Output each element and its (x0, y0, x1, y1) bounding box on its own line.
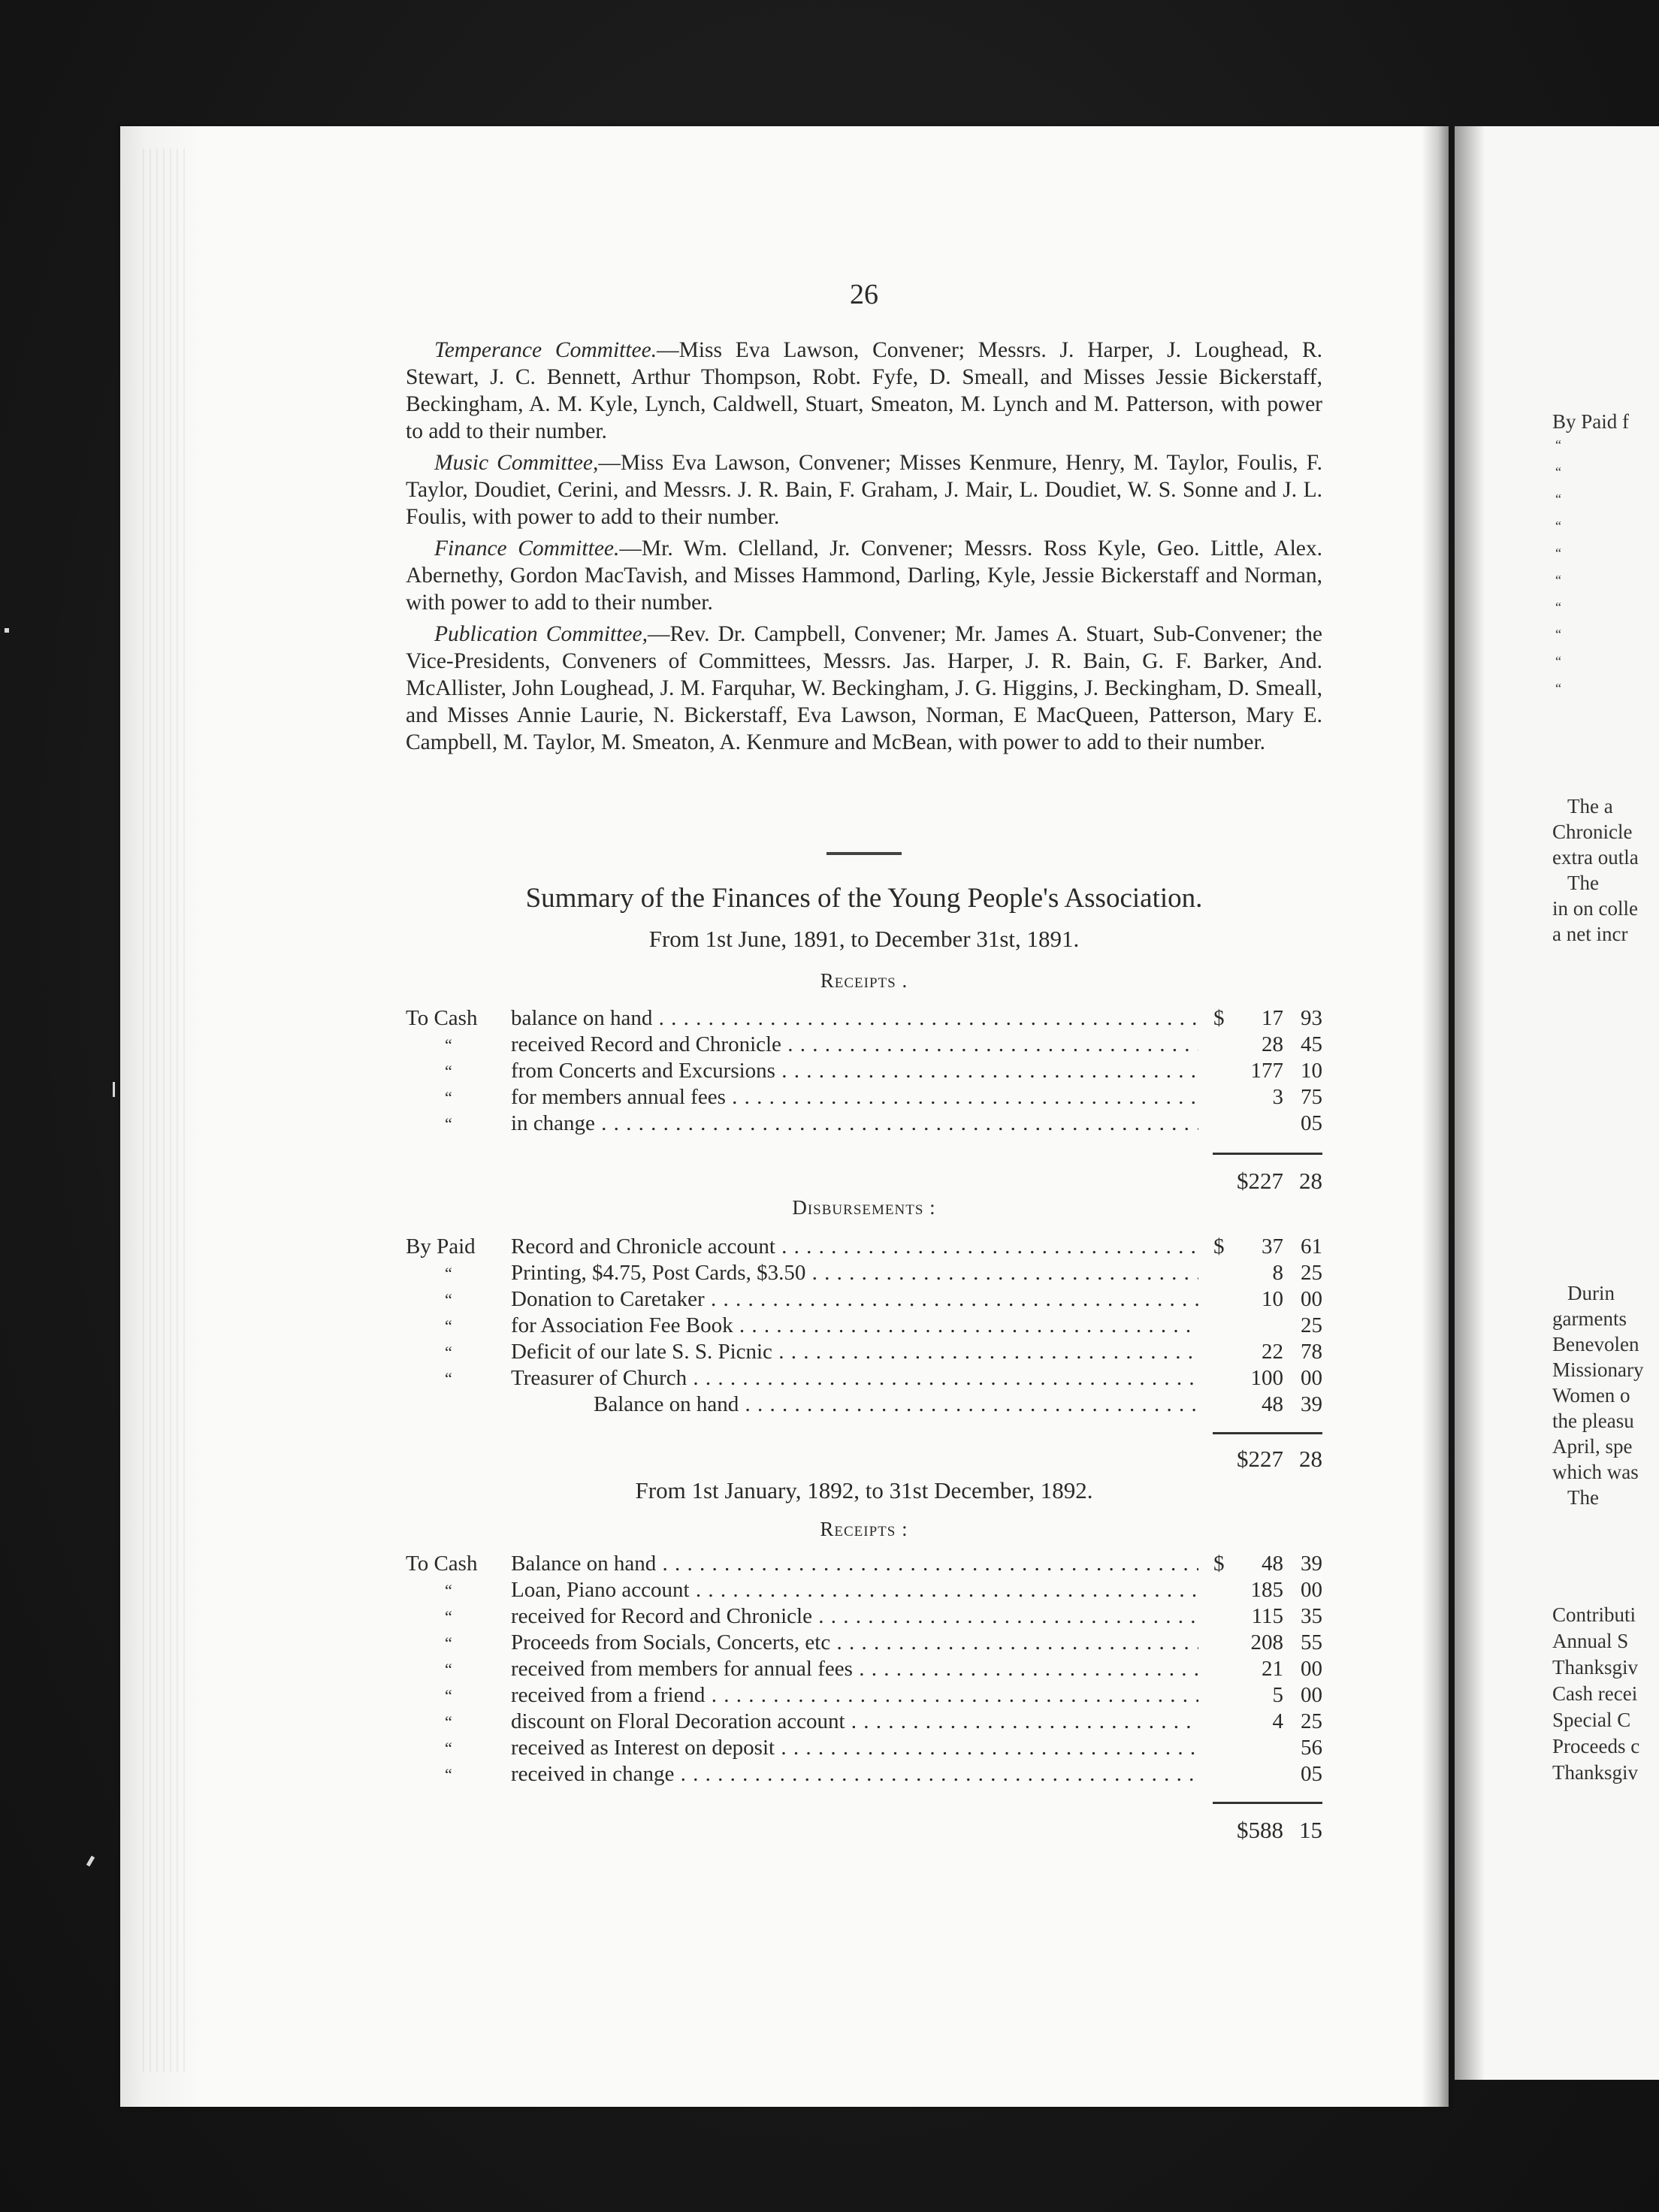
right-page-top-line: “ (1555, 654, 1561, 669)
ledger-prefix: By Paid (406, 1234, 476, 1259)
committee-paragraph (406, 621, 1322, 756)
ditto-mark: “ (445, 1369, 452, 1388)
ditto-mark: “ (445, 1088, 452, 1107)
right-page-top-line: “ (1555, 545, 1561, 561)
ledger-row (406, 1111, 1322, 1137)
ledger-description: Deficit of our late S. S. Picnic . . . (511, 1339, 1270, 1365)
ledger-description: Donation to Caretaker . . . (511, 1286, 1270, 1313)
committee-paragraph (406, 449, 1322, 530)
ledger-row (406, 1551, 1322, 1577)
right-page-line: a net incr (1552, 923, 1628, 945)
committee-text: —Miss Eva Lawson, Convener; Messrs. J. Harper, J. Loughead, R. Stewart, J. C. Bennett, Arthur Thompson, Robt. Fyfe, D. Smeall, and Misses Jessie Bickerstaff, Beckingham, A. M. Kyle, Lynch, Caldwell, Stuart, Smeaton, M. Lynch and M. Patterson, with power to add to their number. (406, 338, 1322, 443)
right-page-line: Proceeds c (1552, 1735, 1640, 1757)
ledger-description: Balance on hand . . . (594, 1392, 1270, 1418)
amount-cents: 78 (1301, 1340, 1322, 1364)
right-page-top-line: “ (1555, 600, 1561, 615)
right-page-top-line: “ (1555, 437, 1561, 452)
ledger-row (406, 1032, 1322, 1058)
page-edge-lines (143, 149, 188, 2072)
amount-cents: 00 (1301, 1287, 1322, 1311)
ditto-mark: “ (445, 1114, 452, 1133)
dollar-sign: $ (1213, 1005, 1243, 1032)
right-page-line: Special C (1552, 1709, 1631, 1731)
amount-cents: 00 (1301, 1578, 1322, 1602)
amount-cents: 25 (1301, 1709, 1322, 1733)
amount-cents: 35 (1301, 1604, 1322, 1628)
amount-cents: 05 (1301, 1762, 1322, 1786)
ditto-mark: “ (445, 1633, 452, 1652)
right-page-line: The a (1567, 795, 1613, 817)
receipts-total-1892 (406, 1815, 1322, 1845)
right-page-line: the pleasu (1552, 1410, 1634, 1432)
right-page-line: The (1567, 1486, 1599, 1509)
amount-cents: 45 (1301, 1032, 1322, 1056)
committee-name: Temperance Committee. (434, 338, 657, 362)
right-page-line: Missionary (1552, 1358, 1644, 1381)
period-heading-1892: From 1st January, 1892, to 31st December, 1892. (635, 1477, 1093, 1503)
ledger-row (406, 1058, 1322, 1084)
right-page-line: Contributi (1552, 1603, 1636, 1626)
disbursements-total (406, 1444, 1322, 1474)
page-number: 26 (850, 279, 878, 310)
ditto-mark: “ (445, 1343, 452, 1361)
ditto-mark: “ (445, 1739, 452, 1757)
right-page-top-line: “ (1555, 491, 1561, 506)
ditto-mark: “ (445, 1062, 452, 1080)
amount-dollars: 10 (1262, 1287, 1283, 1311)
committee-text: —Miss Eva Lawson, Convener; Misses Kenmure, Henry, M. Taylor, Foulis, F. Taylor, Doudiet, Cerini, and Messrs. J. R. Bain, F. Graham, J. Mair, L. Doudiet, W. S. Sonne and J. L. Foulis, with power to add to their number. (406, 451, 1322, 529)
right-page-shade (1455, 126, 1485, 2080)
amount-dollars: 8 (1272, 1261, 1283, 1285)
ledger-description: balance on hand . . . (511, 1005, 1270, 1032)
amount-dollars: 28 (1262, 1032, 1283, 1056)
ditto-mark: “ (445, 1264, 452, 1283)
right-page-line: which was (1552, 1461, 1639, 1483)
ditto-mark: “ (445, 1765, 452, 1784)
amount-cents: 75 (1301, 1085, 1322, 1109)
committee-text: —Rev. Dr. Campbell, Convener; Mr. James A. Stuart, Sub-Convener; the Vice-Presidents, Conveners of Committees, Messrs. Jas. Harper, J. R. Bain, G. F. Barker, And. McAllister, John Loughead, J. M. Farquhar, W. Beckingham, J. G. Higgins, J. Beckingham, D. Smeall, and Misses Annie Laurie, N. Bickerstaff, Eva Lawson, Norman, E MacQueen, Patterson, Mary E. Campbell, M. Taylor, M. Smeaton, A. Kenmure and McBean, with power to add to their number. (406, 622, 1322, 754)
right-page-top-line: “ (1555, 464, 1561, 479)
receipts-ledger-1891 (406, 1005, 1322, 1137)
ledger-description: Proceeds from Socials, Concerts, etc . . . (511, 1630, 1270, 1656)
amount-dollars: 185 (1250, 1578, 1283, 1602)
amount-dollars: 4 (1272, 1709, 1283, 1733)
right-page-top-line: “ (1555, 627, 1561, 642)
total-rule (1213, 1153, 1322, 1155)
section-divider (826, 852, 902, 855)
amount-cents: 39 (1301, 1552, 1322, 1576)
ledger-row (406, 1656, 1322, 1682)
amount-cents: 39 (1301, 1392, 1322, 1416)
right-page-line: Durin (1567, 1282, 1615, 1304)
dollar-sign: $ (1213, 1551, 1243, 1577)
ledger-description: received in change . . . (511, 1761, 1270, 1787)
amount-cents: 00 (1301, 1657, 1322, 1681)
right-page-line: Chronicle (1552, 820, 1633, 843)
amount-dollars: 17 (1262, 1006, 1283, 1030)
ledger-row (406, 1735, 1322, 1761)
ledger-row (406, 1313, 1322, 1339)
amount-dollars: 115 (1251, 1604, 1283, 1628)
ledger-row (406, 1260, 1322, 1286)
ledger-description: Loan, Piano account . . . (511, 1577, 1270, 1603)
amount-cents: 55 (1301, 1630, 1322, 1654)
amount-cents: 61 (1301, 1234, 1322, 1259)
amount-dollars: 100 (1250, 1366, 1283, 1390)
scan-speck (5, 628, 9, 633)
committee-name: Publication Committee, (434, 622, 648, 646)
ledger-description: from Concerts and Excursions . . . (511, 1058, 1270, 1084)
ledger-row (406, 1630, 1322, 1656)
amount-dollars: 3 (1272, 1085, 1283, 1109)
ledger-description: received from members for annual fees . . . (511, 1656, 1270, 1682)
receipts-heading-1892: Receipts : (820, 1518, 908, 1540)
ledger-description: Balance on hand . . . (511, 1551, 1270, 1577)
committee-name: Music Committee, (434, 451, 599, 475)
right-page-top-line: By Paid f (1552, 410, 1630, 433)
right-page-top-line: “ (1555, 573, 1561, 588)
ledger-row (406, 1761, 1322, 1787)
ledger-description: in change . . . (511, 1111, 1270, 1137)
ditto-mark: “ (445, 1607, 452, 1626)
ledger-row (406, 1682, 1322, 1709)
disbursements-heading: Disbursements : (792, 1196, 936, 1219)
amount-dollars: 5 (1272, 1683, 1283, 1707)
ditto-mark: “ (445, 1581, 452, 1600)
right-page-line: Annual S (1552, 1630, 1629, 1652)
total-rule (1213, 1802, 1322, 1804)
ditto-mark: “ (445, 1660, 452, 1679)
ledger-description: for members annual fees . . . (511, 1084, 1270, 1111)
receipts-total-1891 (406, 1166, 1322, 1196)
ledger-row (406, 1005, 1322, 1032)
total-dollars: $227 (1237, 1446, 1283, 1472)
amount-cents: 00 (1301, 1366, 1322, 1390)
ledger-description: received from a friend . . . (511, 1682, 1270, 1709)
right-page-line: Thanksgiv (1552, 1761, 1638, 1784)
summary-title: Summary of the Finances of the Young People's Association. (525, 883, 1203, 914)
committee-paragraph (406, 535, 1322, 616)
total-dollars: $588 (1237, 1817, 1283, 1843)
dollar-sign: $ (1213, 1234, 1243, 1260)
right-page-top-line: “ (1555, 518, 1561, 533)
scan-speck (113, 1082, 115, 1097)
right-page-line: garments (1552, 1307, 1627, 1330)
ditto-mark: “ (445, 1035, 452, 1054)
amount-dollars: 177 (1250, 1059, 1283, 1083)
amount-dollars: 22 (1262, 1340, 1283, 1364)
receipts-heading-1891: Receipts . (820, 969, 908, 992)
ledger-description: discount on Floral Decoration account . . . (511, 1709, 1270, 1735)
period-heading-1891: From 1st June, 1891, to December 31st, 1891. (648, 926, 1080, 952)
ledger-description: Record and Chronicle account . . . (511, 1234, 1270, 1260)
ditto-mark: “ (445, 1316, 452, 1335)
amount-cents: 10 (1301, 1059, 1322, 1083)
ditto-mark: “ (445, 1712, 452, 1731)
ledger-prefix: To Cash (406, 1552, 478, 1576)
right-page-line: April, spe (1552, 1435, 1633, 1458)
amount-dollars: 48 (1262, 1392, 1283, 1416)
amount-cents: 05 (1301, 1111, 1322, 1135)
right-page-line: Women o (1552, 1384, 1630, 1407)
amount-cents: 93 (1301, 1006, 1322, 1030)
total-dollars: $227 (1237, 1168, 1283, 1194)
total-cents: 15 (1299, 1817, 1322, 1843)
ledger-row (406, 1392, 1322, 1418)
ledger-row (406, 1603, 1322, 1630)
receipts-ledger-1892 (406, 1551, 1322, 1787)
ditto-mark: “ (445, 1290, 452, 1309)
amount-cents: 25 (1301, 1313, 1322, 1337)
right-page-line: Thanksgiv (1552, 1656, 1638, 1679)
amount-dollars: 21 (1262, 1657, 1283, 1681)
amount-cents: 56 (1301, 1736, 1322, 1760)
disbursements-ledger (406, 1234, 1322, 1418)
ledger-row (406, 1365, 1322, 1392)
committee-text: —Mr. Wm. Clelland, Jr. Convener; Messrs. Ross Kyle, Geo. Little, Alex. Abernethy, Gordon MacTavish, and Misses Hammond, Darling, Kyle, Jessie Bickerstaff and Norman, with power to add to their number. (406, 536, 1322, 615)
amount-dollars: 208 (1250, 1630, 1283, 1654)
ledger-row (406, 1339, 1322, 1365)
right-page-line: The (1567, 872, 1599, 894)
ledger-description: received Record and Chronicle . . . (511, 1032, 1270, 1058)
ledger-description: received for Record and Chronicle . . . (511, 1603, 1270, 1630)
committee-list (406, 337, 1322, 760)
right-page-line: in on colle (1552, 897, 1638, 920)
ledger-row (406, 1577, 1322, 1603)
committee-paragraph (406, 337, 1322, 445)
right-page (1455, 126, 1659, 2080)
ditto-mark: “ (445, 1686, 452, 1705)
ledger-row (406, 1709, 1322, 1735)
ledger-description: received as Interest on deposit . . . (511, 1735, 1270, 1761)
amount-cents: 00 (1301, 1683, 1322, 1707)
ledger-row (406, 1234, 1322, 1260)
page-gutter (1422, 126, 1449, 2107)
ledger-description: Treasurer of Church . . . (511, 1365, 1270, 1392)
right-page-line: Benevolen (1552, 1333, 1639, 1355)
total-cents: 28 (1299, 1446, 1322, 1472)
right-page-top-line: “ (1555, 681, 1561, 696)
right-page-line: Cash recei (1552, 1682, 1638, 1705)
total-cents: 28 (1299, 1168, 1322, 1194)
amount-cents: 25 (1301, 1261, 1322, 1285)
ledger-row (406, 1084, 1322, 1111)
ledger-prefix: To Cash (406, 1006, 478, 1030)
ledger-row (406, 1286, 1322, 1313)
committee-name: Finance Committee. (434, 536, 620, 561)
total-rule (1213, 1432, 1322, 1434)
amount-dollars: 48 (1262, 1552, 1283, 1576)
right-page-line: extra outla (1552, 846, 1639, 869)
amount-dollars: 37 (1262, 1234, 1283, 1259)
ledger-description: Printing, $4.75, Post Cards, $3.50 . . . (511, 1260, 1270, 1286)
ledger-description: for Association Fee Book . . . (511, 1313, 1270, 1339)
